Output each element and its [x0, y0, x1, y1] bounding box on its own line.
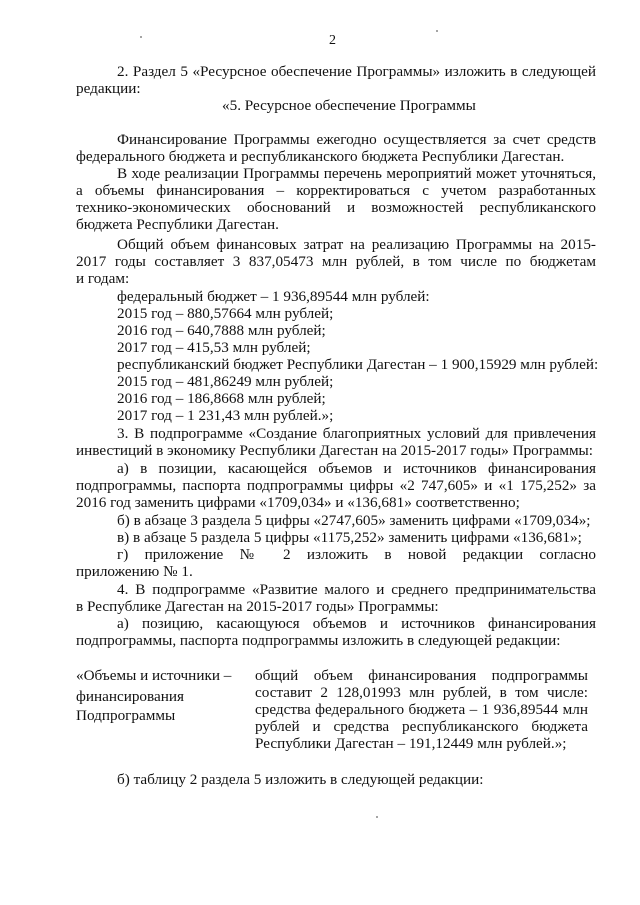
- passport-value-line4: рублей и средства республиканского бюджета: [255, 718, 588, 735]
- item4-a-line1: а) позицию, касающуюся объемов и источников финансирования: [117, 615, 596, 632]
- item4-line2: в Республике Дагестан на 2015-2017 годы» Программы:: [76, 598, 439, 615]
- scan-speck: [436, 30, 438, 32]
- scan-speck: [376, 816, 378, 818]
- item3-a-line3: 2016 год заменить цифрами «1709,034» и «136,681» соответственно;: [76, 494, 520, 511]
- passport-value-line2: составит 2 128,01993 млн рублей, в том числе:: [255, 684, 588, 701]
- item3-b-line: б) в абзаце 3 раздела 5 цифры «2747,605» заменить цифрами «1709,034»;: [117, 512, 591, 529]
- item4-line1: 4. В подпрограмме «Развитие малого и среднего предпринимательства: [117, 581, 596, 598]
- page-number: 2: [329, 33, 336, 48]
- passport-label-line2: финансирования: [76, 688, 184, 705]
- item3-line1: 3. В подпрограмме «Создание благоприятных условий для привлечения: [117, 425, 596, 442]
- total-line3: и годам:: [76, 270, 130, 287]
- budget-federal-2017: 2017 год – 415,53 млн рублей;: [117, 339, 311, 356]
- item3-line2: инвестиций в экономику Республики Дагестан на 2015-2017 годы» Программы:: [76, 442, 593, 459]
- passport-label-line3: Подпрограммы: [76, 707, 176, 724]
- item2-line2: редакции:: [76, 80, 141, 97]
- financing-line1: Финансирование Программы ежегодно осуществляется за счет средств: [117, 131, 596, 148]
- scan-speck: [140, 36, 142, 38]
- financing-line2: федерального бюджета и республиканского бюджета Республики Дагестан.: [76, 148, 565, 165]
- budget-republic-2015: 2015 год – 481,86249 млн рублей;: [117, 373, 334, 390]
- adjust-line1: В ходе реализации Программы перечень мероприятий может уточняться,: [117, 165, 596, 182]
- item3-a-line1: а) в позиции, касающейся объемов и источников финансирования: [117, 460, 596, 477]
- total-line2: 2017 годы составляет 3 837,05473 млн рублей, в том числе по бюджетам: [76, 253, 596, 270]
- section-heading: «5. Ресурсное обеспечение Программы: [222, 97, 476, 114]
- item2-line1: 2. Раздел 5 «Ресурсное обеспечение Программы» изложить в следующей: [117, 63, 596, 80]
- adjust-line2: а объемы финансирования – корректироваться с учетом разработанных: [76, 182, 596, 199]
- passport-label-line1: «Объемы и источники –: [76, 667, 232, 684]
- item3-v-line: в) в абзаце 5 раздела 5 цифры «1175,252» заменить цифрами «136,681»;: [117, 529, 582, 546]
- item3-a-line2: подпрограммы, паспорта подпрограммы цифры «2 747,605» и «1 175,252» за: [76, 477, 596, 494]
- passport-value-line1: общий объем финансирования подпрограммы: [255, 667, 588, 684]
- budget-republic: республиканский бюджет Республики Дагестан – 1 900,15929 млн рублей:: [117, 356, 599, 373]
- passport-value-line3: средства федерального бюджета – 1 936,89544 млн: [255, 701, 588, 718]
- item4-a-line2: подпрограммы, паспорта подпрограммы изложить в следующей редакции:: [76, 632, 561, 649]
- budget-republic-2017: 2017 год – 1 231,43 млн рублей.»;: [117, 407, 334, 424]
- budget-federal: федеральный бюджет – 1 936,89544 млн рублей:: [117, 288, 430, 305]
- passport-value-line5: Республики Дагестан – 191,12449 млн рублей.»;: [255, 735, 567, 752]
- adjust-line4: бюджета Республики Дагестан.: [76, 216, 279, 233]
- adjust-line3: технико-экономических обоснований и возможностей республиканского: [76, 199, 596, 216]
- budget-republic-2016: 2016 год – 186,8668 млн рублей;: [117, 390, 326, 407]
- item3-g-line1: г) приложение № 2 изложить в новой редакции согласно: [117, 546, 596, 563]
- item-b-table-line: б) таблицу 2 раздела 5 изложить в следующей редакции:: [117, 771, 484, 788]
- item3-g-line2: приложению № 1.: [76, 563, 193, 580]
- budget-federal-2015: 2015 год – 880,57664 млн рублей;: [117, 305, 334, 322]
- total-line1: Общий объем финансовых затрат на реализацию Программы на 2015-: [117, 236, 596, 253]
- budget-federal-2016: 2016 год – 640,7888 млн рублей;: [117, 322, 326, 339]
